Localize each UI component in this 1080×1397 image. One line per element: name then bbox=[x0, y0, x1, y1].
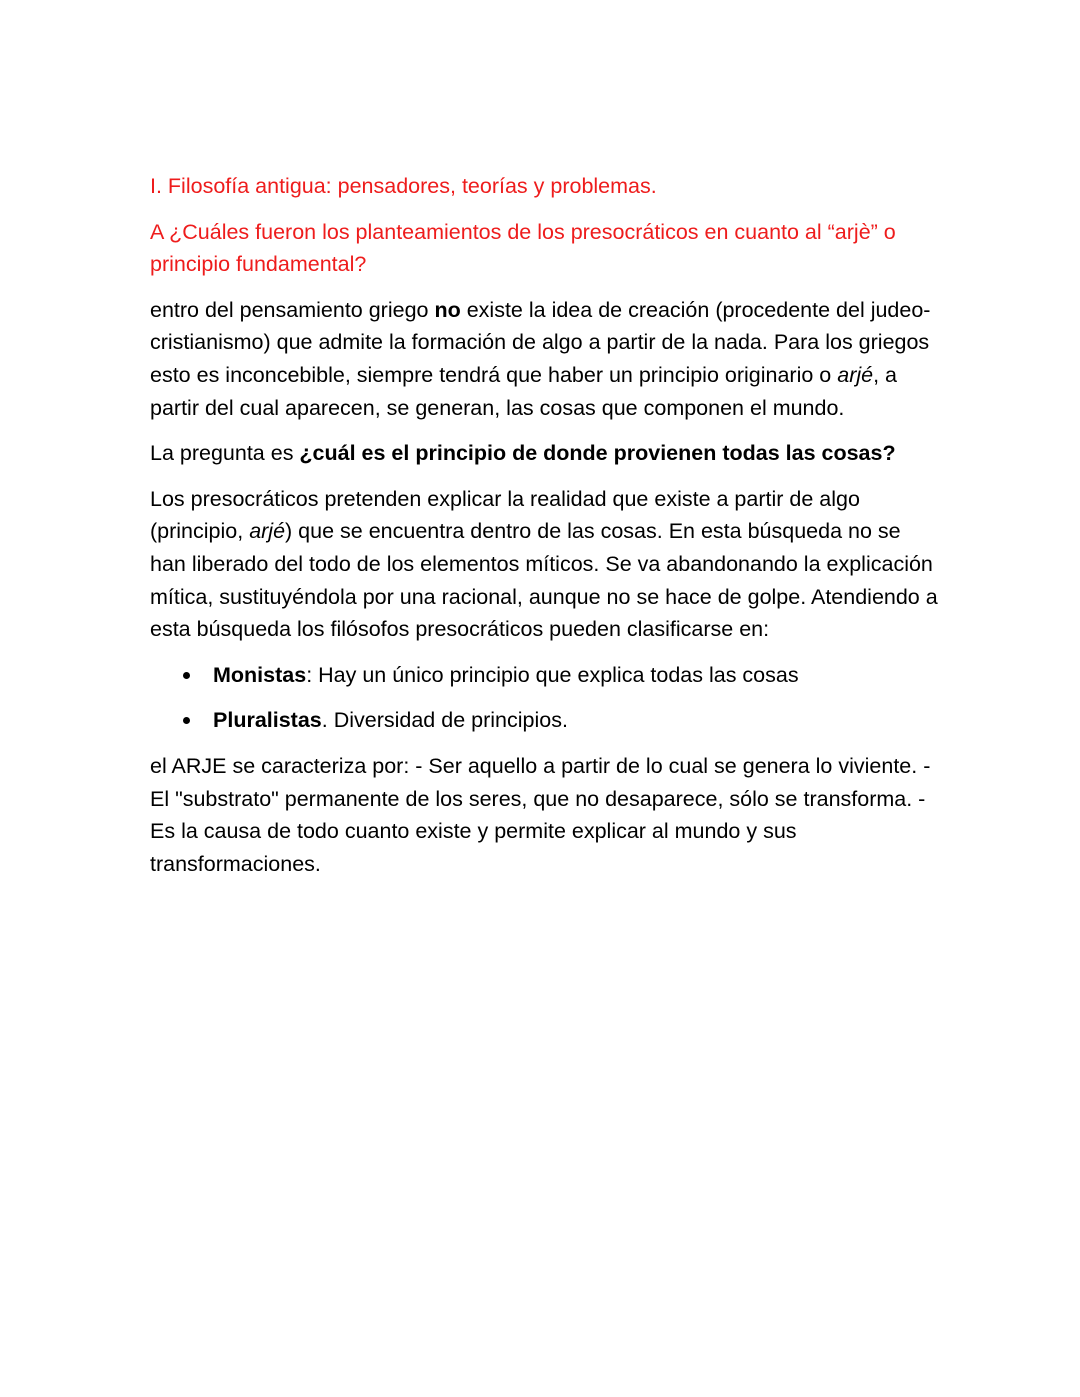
list-item-term: Monistas bbox=[213, 662, 307, 687]
paragraph-presocratics-text-1: Los presocráticos pretenden explicar la realidad que existe a partir de algo (principio, bbox=[150, 486, 860, 544]
emphasis-no: no bbox=[434, 297, 461, 322]
list-item-text: : Hay un único principio que explica todas las cosas bbox=[306, 662, 799, 687]
classification-list bbox=[150, 659, 940, 737]
list-item-term: Pluralistas bbox=[213, 708, 322, 733]
question-heading: A ¿Cuáles fueron los planteamientos de los presocráticos en cuanto al “arjè” o principio fundamental? bbox=[150, 219, 896, 277]
paragraph-creation-text-3: , a partir del cual aparecen, se generan, las cosas que componen el mundo. bbox=[150, 362, 897, 420]
section-title: I. Filosofía antigua: pensadores, teorías y problemas. bbox=[150, 174, 657, 198]
list-item-text: . Diversidad de principios. bbox=[321, 708, 568, 733]
list-item-pluralistas bbox=[150, 704, 940, 737]
paragraph-presocratics bbox=[150, 483, 940, 646]
term-arje: arjé bbox=[837, 362, 874, 387]
paragraph-question-prefix: La pregunta es bbox=[150, 441, 300, 466]
paragraph-presocratics-text-2: ) que se encuentra dentro de las cosas. En esta búsqueda no se han liberado del todo de los elementos míticos. Se va abandonando la explicación mítica, sustituyéndola por una racional, aunque no se hace de golpe. Atendiendo a esta búsqueda los filósofos presocráticos pueden clasificarse en: bbox=[150, 519, 938, 642]
term-arje: arjé bbox=[249, 519, 286, 544]
paragraph-creation-text-2: existe la idea de creación (procedente del judeo-cristianismo) que admite la formación de algo a partir de la nada. Para los griegos esto es inconcebible, siempre tendrá que haber un principio originario o bbox=[150, 297, 931, 387]
paragraph-creation bbox=[150, 294, 940, 424]
paragraph-arje-characteristics: el ARJE se caracteriza por: - Ser aquello a partir de lo cual se genera lo viviente. - El "substrato" permanente de los seres, que no desaparece, sólo se transforma. - Es la causa de todo cuanto existe y permite explicar al mundo y sus transformaciones. bbox=[150, 753, 931, 876]
list-item-monistas bbox=[150, 659, 940, 692]
paragraph-question bbox=[150, 437, 940, 470]
paragraph-creation-text-1: entro del pensamiento griego bbox=[150, 297, 435, 322]
key-question: ¿cuál es el principio de donde provienen todas las cosas? bbox=[299, 441, 896, 466]
bullet-icon bbox=[183, 717, 190, 724]
bullet-icon bbox=[183, 672, 190, 679]
document-page bbox=[150, 170, 940, 893]
